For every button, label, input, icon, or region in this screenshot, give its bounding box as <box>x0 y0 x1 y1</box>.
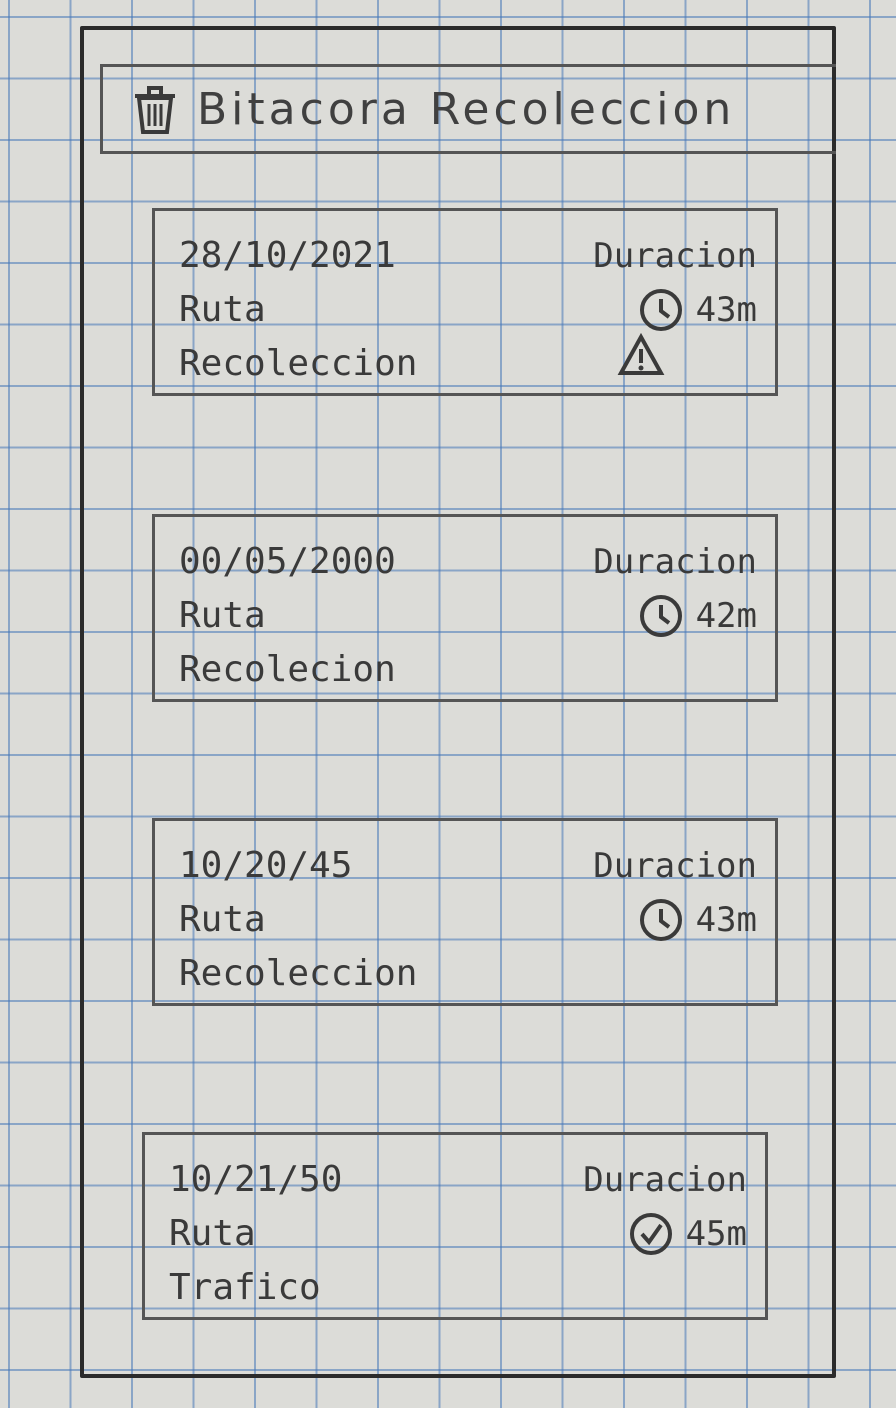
page-title: Bitacora Recoleccion <box>197 83 736 135</box>
trip-duration-block <box>527 1153 747 1261</box>
trip-info <box>169 1153 342 1315</box>
trip-date: 10/20/45 <box>179 845 353 886</box>
duration-label: Duracion <box>593 846 757 886</box>
trip-duration-block <box>537 839 757 947</box>
trip-route-name: Recoleccion <box>179 953 418 994</box>
duration-label: Duracion <box>593 236 757 276</box>
trip-card[interactable] <box>152 514 778 702</box>
trip-card[interactable] <box>142 1132 768 1320</box>
trip-date: 00/05/2000 <box>179 541 396 582</box>
app-header <box>100 64 836 154</box>
trip-card[interactable] <box>152 818 778 1006</box>
phone-frame <box>80 26 836 1378</box>
trip-route-label: Ruta <box>169 1213 256 1254</box>
trip-duration: 42m <box>695 596 757 636</box>
trip-route-label: Ruta <box>179 289 266 330</box>
trip-route-label: Ruta <box>179 899 266 940</box>
trip-route-name: Recolecion <box>179 649 396 690</box>
trip-duration: 45m <box>685 1214 747 1254</box>
trip-info <box>179 535 396 697</box>
clock-icon <box>638 593 684 639</box>
duration-label: Duracion <box>583 1160 747 1200</box>
trip-duration-block <box>537 535 757 643</box>
clock-icon <box>628 1211 674 1257</box>
clock-icon <box>638 897 684 943</box>
trip-duration: 43m <box>695 290 757 330</box>
trip-route-label: Ruta <box>179 595 266 636</box>
trip-card[interactable] <box>152 208 778 396</box>
trip-info <box>179 229 417 391</box>
trip-duration-block <box>537 229 757 337</box>
duration-label: Duracion <box>593 542 757 582</box>
trip-date: 10/21/50 <box>169 1159 343 1200</box>
trip-date: 28/10/2021 <box>179 235 396 276</box>
trash-can-icon <box>133 84 177 134</box>
trip-info <box>179 839 417 1001</box>
clock-icon <box>638 287 684 333</box>
warning-icon <box>617 333 665 377</box>
trip-route-name: Recoleccion <box>179 343 418 384</box>
trip-route-name: Trafico <box>169 1267 321 1308</box>
trip-duration: 43m <box>695 900 757 940</box>
